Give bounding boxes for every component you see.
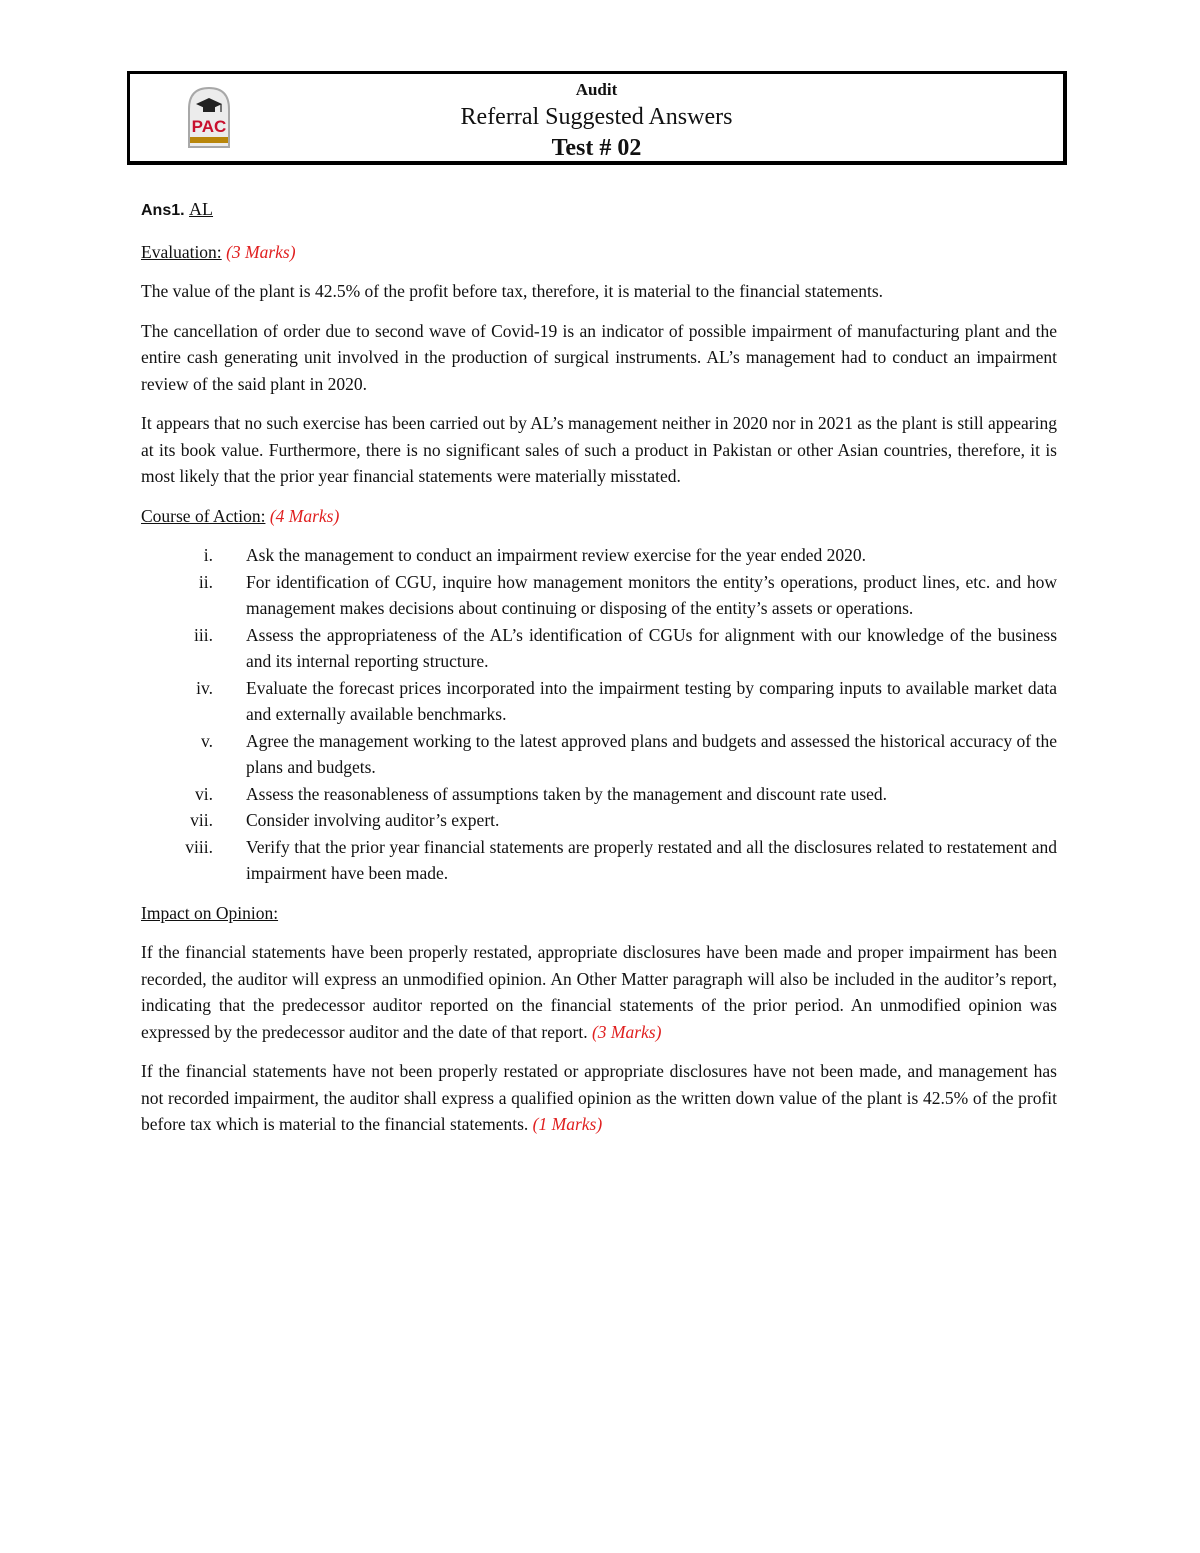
document-header: [127, 71, 1067, 165]
list-item: i. Ask the management to conduct an impairment review exercise for the year ended 2020.: [203, 545, 867, 565]
list-item: viii. Verify that the prior year financial statements are properly restated and all the disclosures related to restatement and impairment have been made.: [185, 836, 1057, 883]
evaluation-paragraph: It appears that no such exercise has been carried out by AL’s management neither in 2020 nor in 2021 as the plant is still appearing at its book value. Furthermore, there is no significant sales of such a product in Pakistan or other Asian countries, therefore, it is most likely that the prior year financial statements were materially misstated.: [141, 413, 1057, 486]
marks-label: (3 Marks): [591, 1021, 662, 1042]
answer-heading: Ans1. AL: [141, 199, 214, 219]
test-number: Test # 02: [551, 135, 642, 161]
list-item: vi. Assess the reasonableness of assumptions taken by the management and discount rate used.: [195, 783, 888, 804]
evaluation-heading: Evaluation: (3 Marks): [141, 241, 296, 262]
answer-body: [141, 196, 1057, 1151]
company-name: AL: [189, 199, 214, 219]
list-item: iv. Evaluate the forecast prices incorporated into the impairment testing by comparing inputs to available market data and externally available benchmarks.: [196, 677, 1057, 724]
list-item: vii. Consider involving auditor’s expert.: [190, 810, 500, 830]
marks-label: (4 Marks): [269, 505, 340, 526]
impact-paragraph: If the financial statements have been properly restated, appropriate disclosures have been made and proper impairment has been recorded, the auditor will express an unmodified opinion. An Other Matter paragraph will also be included in the auditor’s report, indicating that the predecessor auditor reported on the financial statements of the prior period. An unmodified opinion was expressed by the predecessor auditor and the date of that report. (3 Marks): [141, 942, 1057, 1042]
course-of-action-heading: Course of Action: (4 Marks): [141, 505, 340, 526]
list-item: v. Agree the management working to the latest approved plans and budgets and assessed the historical accuracy of the plans and budgets.: [201, 730, 1057, 777]
impact-paragraph: If the financial statements have not been properly restated or appropriate disclosures have not been made, and management has not recorded impairment, the auditor shall express a qualified opinion as the written down value of the plant is 42.5% of the profit before tax which is material to the financial statements. (1 Marks): [141, 1061, 1057, 1134]
evaluation-paragraph: The value of the plant is 42.5% of the profit before tax, therefore, it is material to the financial statements.: [141, 281, 884, 301]
list-item: iii. Assess the appropriateness of the AL’s identification of CGUs for alignment with our knowledge of the business and its internal reporting structure.: [194, 624, 1057, 671]
evaluation-paragraph: The cancellation of order due to second wave of Covid-19 is an indicator of possible impairment of manufacturing plant and the entire cash generating unit involved in the production of surgical instruments. AL’s management had to conduct an impairment review of the said plant in 2020.: [141, 320, 1057, 394]
document-title: Referral Suggested Answers: [460, 104, 733, 130]
svg-text:PAC: PAC: [191, 117, 227, 136]
marks-label: (3 Marks): [226, 241, 296, 262]
marks-label: (1 Marks): [532, 1114, 603, 1134]
action-list: [141, 542, 1057, 887]
impact-heading: Impact on Opinion:: [141, 902, 279, 923]
subject-title: Audit: [575, 80, 618, 99]
list-item: ii. For identification of CGU, inquire how management monitors the entity’s operations, product lines, etc. and how management makes decisions about continuing or disposing of the entity’s assets or operations.: [198, 571, 1057, 618]
